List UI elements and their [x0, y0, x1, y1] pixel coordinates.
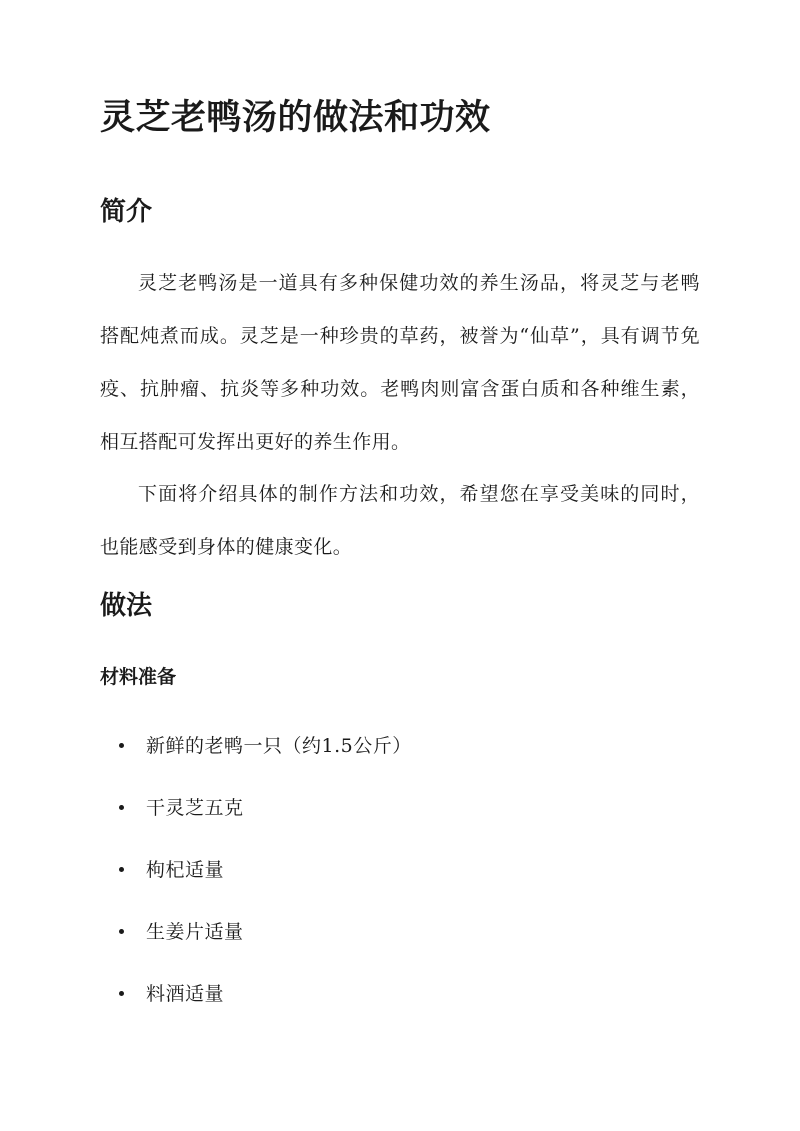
section-heading-method: 做法	[100, 591, 153, 621]
list-item-text: 枸杞适量	[146, 859, 225, 881]
bullet-icon	[119, 867, 124, 872]
section-heading-intro: 简介	[100, 197, 153, 227]
bullet-icon	[119, 929, 124, 934]
list-item	[100, 726, 412, 788]
list-item	[100, 912, 412, 974]
list-item-text: 生姜片适量	[146, 921, 244, 943]
list-item	[100, 850, 412, 912]
list-item-text: 料酒适量	[146, 983, 225, 1005]
list-item-text: 干灵芝五克	[146, 797, 244, 819]
document-title: 灵芝老鸭汤的做法和功效	[100, 97, 491, 138]
list-item	[100, 788, 412, 850]
intro-paragraph-1: 灵芝老鸭汤是一道具有多种保健功效的养生汤品，将灵芝与老鸭搭配炖煮而成。灵芝是一种珍贵的草药，被誉为“仙草”，具有调节免疫、抗肿瘤、抗炎等多种功效。老鸭肉则富含蛋白质和各种维生素，相互搭配可发挥出更好的养生作用。	[100, 272, 700, 453]
materials-list	[100, 726, 412, 1036]
intro-paragraph-2: 下面将介绍具体的制作方法和功效，希望您在享受美味的同时，也能感受到身体的健康变化。	[100, 483, 700, 558]
list-item	[100, 974, 412, 1036]
list-item-text: 新鲜的老鸭一只（约1.5公斤）	[146, 735, 412, 757]
bullet-icon	[119, 991, 124, 996]
bullet-icon	[119, 805, 124, 810]
subsection-heading-materials: 材料准备	[100, 666, 177, 688]
bullet-icon	[119, 743, 124, 748]
